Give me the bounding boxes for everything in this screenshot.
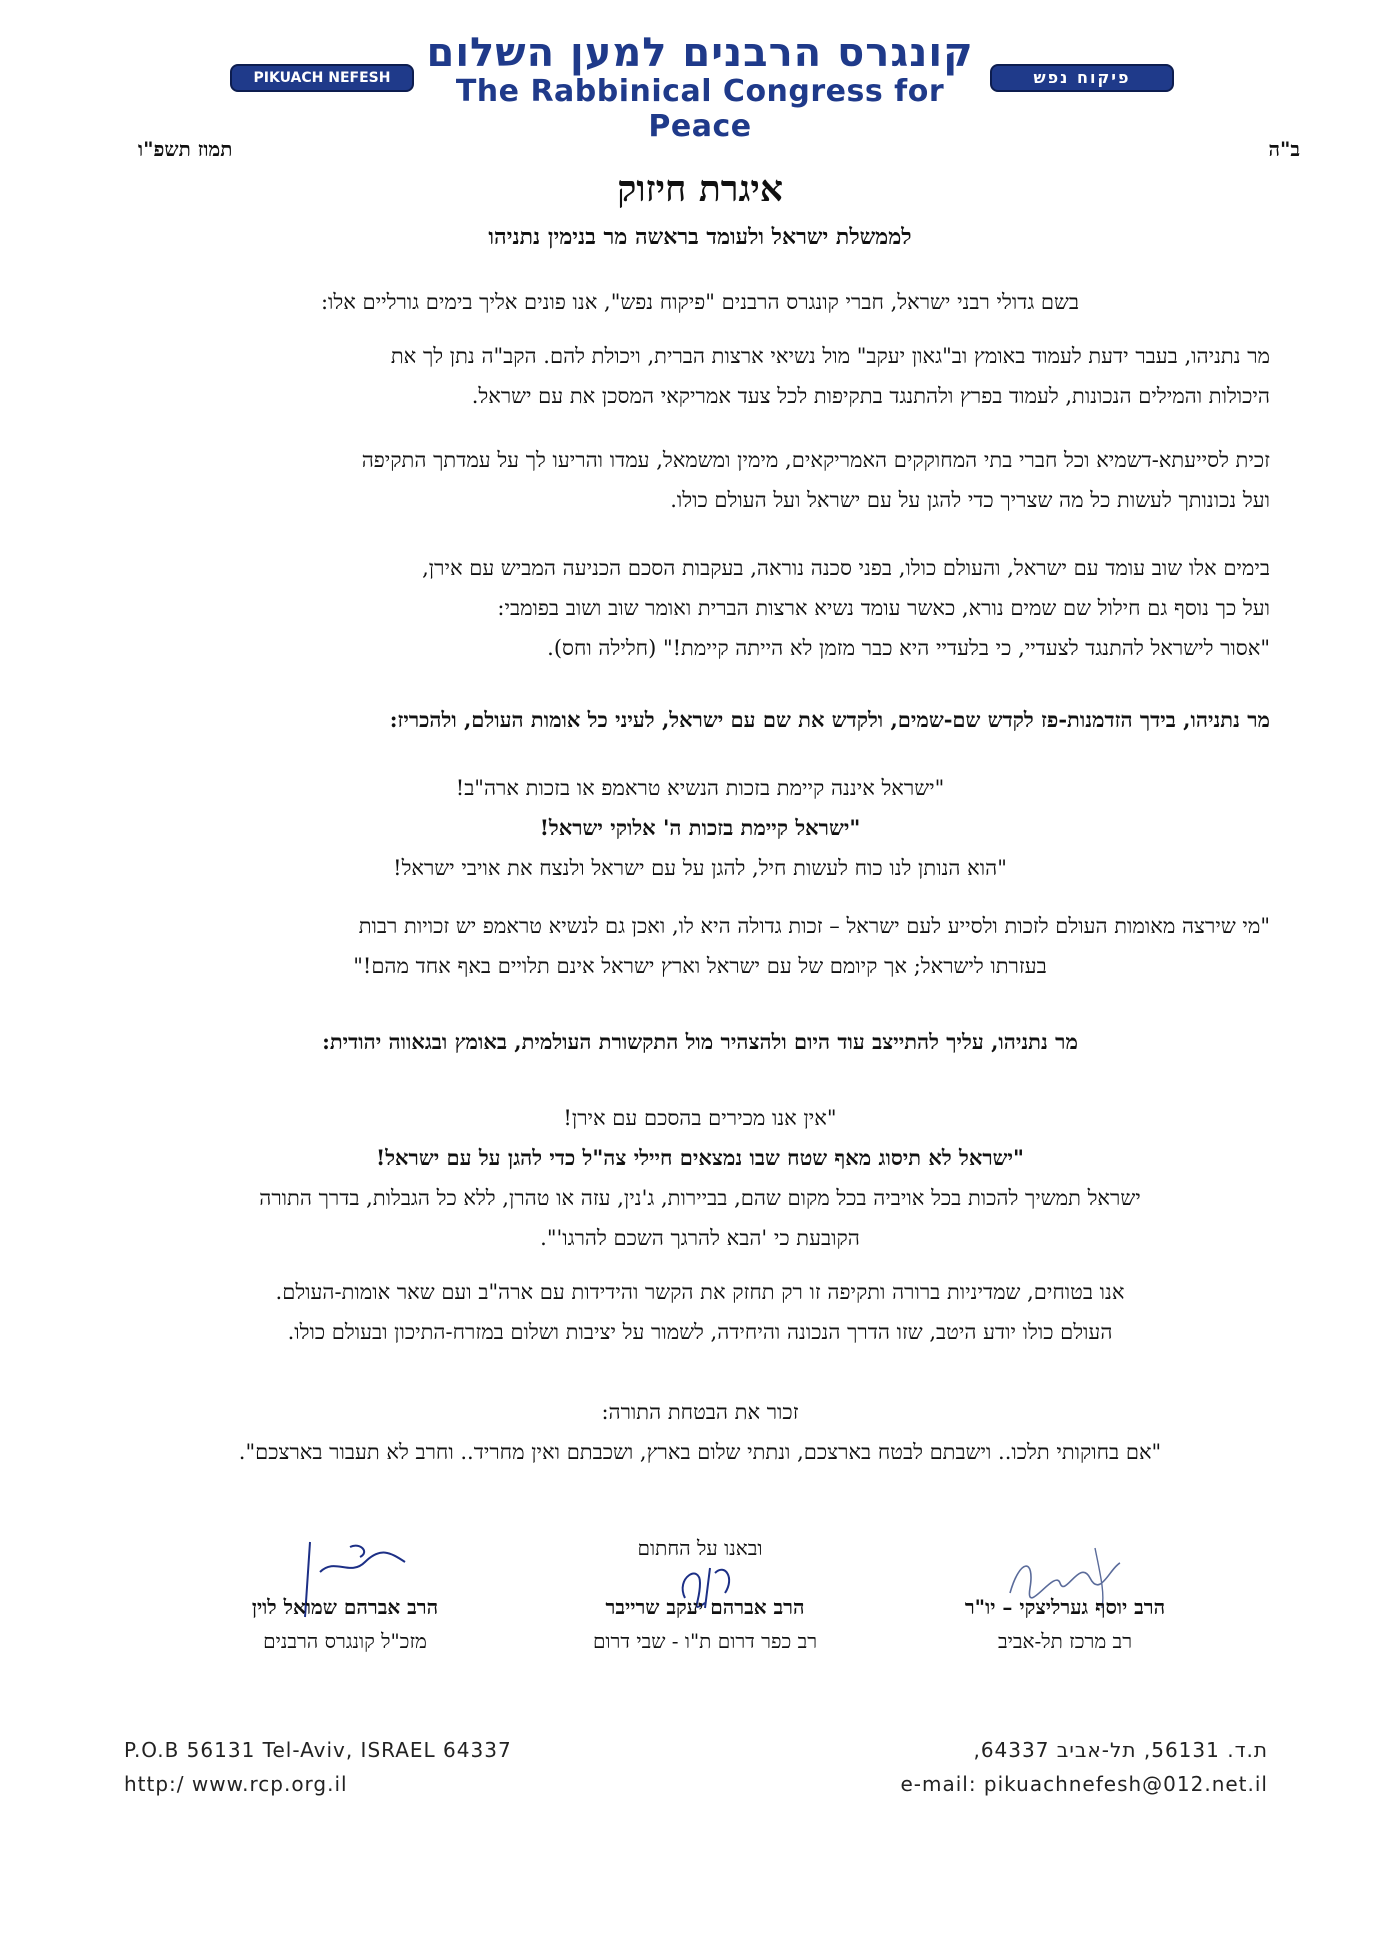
signer-name: הרב אברהם שמואל לוין	[251, 1595, 439, 1619]
text-line: הקובעת כי 'הבא להרגך השכם להרגו'".	[540, 1226, 860, 1250]
signature-block-secretary-general	[180, 1590, 510, 1658]
paragraph-10-verse	[130, 1392, 1270, 1472]
paragraph-1	[130, 336, 1270, 416]
letter-title: איגרת חיזוק	[617, 168, 783, 210]
letter-subtitle: לממשלת ישראל ולעומד בראשה מר בנימין נתניהו	[488, 224, 912, 250]
text-line: "הוא הנותן לנו כוח לעשות חיל, להגן על עם ישראל ולנצח את אויבי ישראל!	[393, 856, 1007, 880]
badge-pikuach-nefesh-he: פיקוח נפש	[990, 64, 1174, 92]
text-line: "ישראל קיימת בזכות ה' אלוקי ישראל!	[539, 815, 861, 840]
signer-title: רב כפר דרום ת"ו - שבי דרום	[592, 1629, 818, 1653]
text-line: זכית לסייעתא-דשמיא וכל חברי בתי המחוקקים האמריקאים, מימין ומשמאל, עמדו והריעו לך על עמדתך התקיפה	[361, 448, 1270, 472]
paragraph-8-declaration	[130, 1098, 1270, 1258]
signature-block-chairman	[900, 1590, 1230, 1658]
footer-address-en: P.O.B 56131 Tel-Aviv, ISRAEL 64337	[124, 1738, 512, 1762]
letter-date: תמוז תשפ"ו	[138, 137, 233, 161]
text-line: מר נתניהו, בעבר ידעת לעמוד באומץ וב"גאון יעקב" מול נשיאי ארצות הברית, ויכולת להם. הקב"ה נתן לך את	[390, 344, 1270, 368]
text-line: ועל נכונותך לעשות כל מה שצריך כדי להגן על עם ישראל ועל העולם כולו.	[670, 488, 1270, 512]
letterhead-english-name: The Rabbinical Congress for Peace	[455, 74, 945, 144]
footer-website-link[interactable]: http:/ www.rcp.org.il	[124, 1772, 348, 1796]
paragraph-3	[130, 548, 1270, 668]
text-line: בעזרתו לישראל; אך קיומם של עם ישראל וארץ ישראל אינם תלויים באף אחד מהם!"	[353, 954, 1047, 978]
paragraph-6	[130, 906, 1270, 986]
signer-name: הרב אברהם יעקב שרייבר	[605, 1595, 805, 1619]
signatures-intro: ובאנו על החתום	[637, 1536, 763, 1560]
text-line: "אם בחוקותי תלכו.. וישבתם לבטח בארצכם, ונתתי שלום בארץ, ושכבתם ואין מחריד.. וחרב לא תעבור בארצכם".	[238, 1440, 1162, 1464]
paragraph-4-call	[130, 700, 1270, 740]
letterhead-hebrew-name: קונגרס הרבנים למען השלום	[426, 30, 974, 76]
paragraph-opening	[130, 282, 1270, 322]
text-line: זכור את הבטחת התורה:	[601, 1400, 799, 1424]
text-line: בשם גדולי רבני ישראל, חברי קונגרס הרבנים "פיקוח נפש", אנו פונים אליך בימים גורליים אלו:	[320, 290, 1080, 314]
paragraph-2	[130, 440, 1270, 520]
signer-title: מזכ"ל קונגרס הרבנים	[263, 1629, 427, 1653]
text-line: ישראל תמשיך להכות בכל אויביה בכל מקום שהם, בביירות, ג'נין, עזה או טהרן, ללא כל הגבלות, בדרך התורה	[259, 1186, 1141, 1210]
text-line: "ישראל איננה קיימת בזכות הנשיא טראמפ או בזכות ארה"ב!	[455, 776, 945, 800]
bh-mark: ב"ה	[1268, 137, 1300, 161]
badge-pikuach-nefesh-en: PIKUACH NEFESH	[230, 64, 414, 92]
text-line: "מי שירצה מאומות העולם לזכות ולסייע לעם ישראל – זכות גדולה היא לו, ואכן גם לנשיא טראמפ יש זכויות רבות	[358, 914, 1270, 938]
text-line: בימים אלו שוב עומד עם ישראל, והעולם כולו, בפני סכנה נוראה, בעקבות הסכם הכניעה המביש עם אירן,	[422, 556, 1270, 580]
paragraph-7-call	[130, 1022, 1270, 1062]
text-line: אנו בטוחים, שמדיניות ברורה ותקיפה זו רק תחזק את הקשר והידידות עם ארה"ב ועם שאר אומות-העולם.	[275, 1280, 1125, 1304]
signer-title: רב מרכז תל-אביב	[997, 1629, 1133, 1653]
text-line: "ישראל לא תיסוג מאף שטח שבו נמצאים חיילי צה"ל כדי להגן על עם ישראל!	[376, 1145, 1024, 1170]
text-line: ועל כך נוסף גם חילול שם שמים נורא, כאשר עומד נשיא ארצות הברית ואומר שוב ושוב בפומבי:	[497, 596, 1270, 620]
paragraph-5-declaration	[130, 768, 1270, 888]
text-line: "אסור לישראל להתנגד לצעדיי, כי בלעדיי היא כבר מזמן לא הייתה קיימת!" (חלילה וחס).	[547, 636, 1270, 660]
signature-block-rabbi-schreiber	[540, 1590, 870, 1658]
signer-name: הרב יוסף גערליצקי – יו"ר	[964, 1595, 1166, 1619]
text-line: העולם כולו יודע היטב, שזו הדרך הנכונה והיחידה, לשמור על יציבות ושלום במזרח-התיכון ובעולם כולו.	[287, 1320, 1113, 1344]
text-line: מר נתניהו, בידך הזדמנות-פז לקדש שם-שמים, ולקדש את שם עם ישראל, לעיני כל אומות העולם, ולהכריז:	[389, 707, 1270, 732]
paragraph-9	[130, 1272, 1270, 1352]
footer-address-he: ת.ד. 56131, תל-אביב 64337,	[973, 1738, 1268, 1762]
text-line: מר נתניהו, עליך להתייצב עוד היום ולהצהיר מול התקשורת העולמית, באומץ ובגאווה יהודית:	[322, 1029, 1078, 1054]
text-line: היכולות והמילים הנכונות, לעמוד בפרץ ולהתנגד בתקיפות לכל צעד אמריקאי המסכן את עם ישראל.	[471, 384, 1270, 408]
footer-email-link[interactable]: e-mail: pikuachnefesh@012.net.il	[900, 1772, 1268, 1796]
text-line: "אין אנו מכירים בהסכם עם אירן!	[563, 1106, 837, 1130]
